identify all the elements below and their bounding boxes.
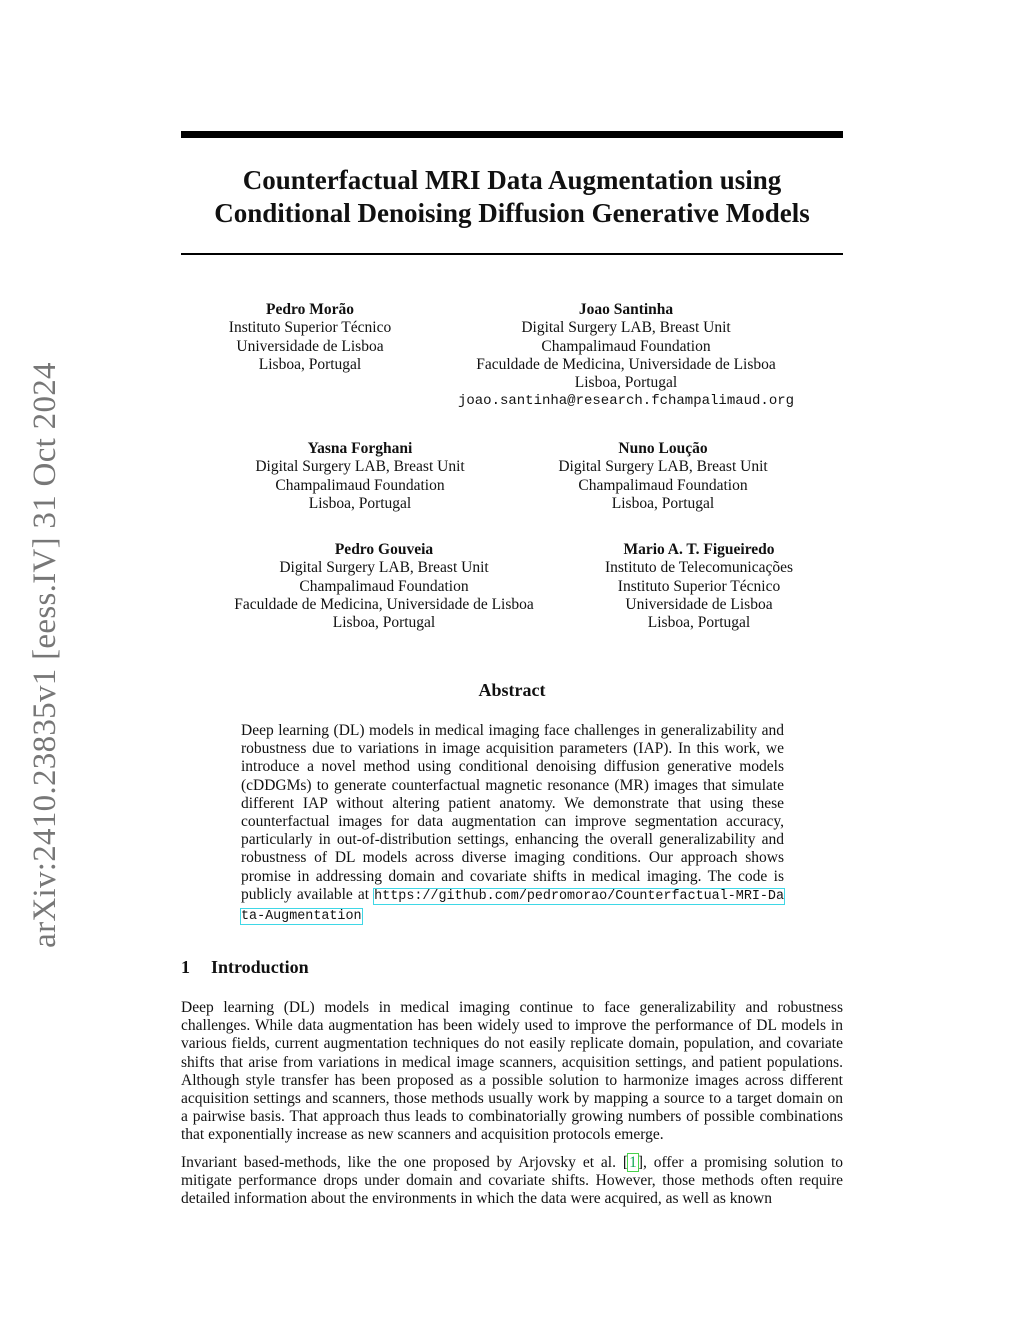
author-block-figueiredo — [579, 541, 819, 632]
abstract-paragraph: Deep learning (DL) models in medical imaging face challenges in generalizability and robustness due to variations in image acquisition parameters (IAP). In this work, we introduce a novel method using conditional denoising diffusion generative models (cDDGMs) to generate counterfactual magnetic resonance (MR) images that simulate different IAP without altering patient anatomy. We demonstrate that using these counterfactual images for data augmentation can improve segmentation accuracy, particularly in out-of-distribution settings, enhancing the overall generalizability and robustness of DL models across diverse imaging conditions. Our approach shows promise in addressing domain and covariate shifts in medical imaging. The code is publicly available at — [241, 722, 784, 903]
affiliation-line: Universidade de Lisboa — [625, 595, 773, 613]
intro-paragraph-1: Deep learning (DL) models in medical imaging continue to face generalizability and robustness challenges. While data augmentation has been widely used to improve the performance of DL models in various fields, current augmentation techniques do not easily replicate domain, population, and covariate shifts that arise from variations in medical image scanners, acquisition settings, and patient populations. Although style transfer has been proposed as a possible solution to harmonize images across different acquisition settings and scanners, those methods usually work by mapping a source to a target domain on a pairwise basis. That approach thus leads to combinatorially growing numbers of possible combinations that exponentially increase as new scanners and acquisition protocols emerge. — [181, 999, 843, 1144]
affiliation-line: Champalimaud Foundation — [541, 337, 711, 355]
affiliation-line: Champalimaud Foundation — [275, 476, 445, 494]
affiliation-line: Lisboa, Portugal — [258, 355, 362, 373]
section-title: Introduction — [211, 957, 309, 977]
affiliation-line: Instituto de Telecomunicações — [604, 559, 793, 577]
title-top-rule — [181, 131, 843, 138]
title-line-2: Conditional Denoising Diffusion Generative Models — [214, 198, 810, 228]
affiliation-line: Lisboa, Portugal — [647, 614, 751, 632]
title-line-1: Counterfactual MRI Data Augmentation using — [242, 165, 782, 195]
citation-link[interactable]: 1 — [629, 1154, 637, 1171]
author-block-morao — [200, 301, 420, 374]
author-name: Joao Santinha — [578, 301, 674, 318]
code-repository-link[interactable]: https://github.com/pedromorao/Counterfactual-MRI-Data-Augmentation — [241, 888, 784, 925]
affiliation-line: Lisboa, Portugal — [332, 614, 436, 632]
affiliation-line: Lisboa, Portugal — [611, 494, 715, 512]
author-name: Pedro Morão — [266, 301, 354, 318]
author-email[interactable]: joao.santinha@research.fchampalimaud.org — [457, 393, 795, 410]
affiliation-line: Instituto Superior Técnico — [617, 577, 781, 595]
affiliation-line: Universidade de Lisboa — [236, 337, 384, 355]
author-name: Pedro Gouveia — [334, 541, 434, 558]
abstract-text — [241, 722, 784, 926]
affiliation-line: Digital Surgery LAB, Breast Unit — [279, 559, 489, 577]
affiliation-line: Digital Surgery LAB, Breast Unit — [558, 458, 768, 476]
paragraph-text: ], offer a promising solution to mitigate performance drops under domain and covariate shifts. However, those methods often require detailed information about the environments in which the data were acquired, as well as known — [181, 1154, 843, 1208]
affiliation-line: Champalimaud Foundation — [578, 476, 748, 494]
affiliation-line: Lisboa, Portugal — [308, 494, 412, 512]
paragraph-text: Invariant based-methods, like the one proposed by Arjovsky et al. [ — [181, 1154, 629, 1171]
author-block-forghani — [230, 440, 490, 513]
abstract-heading: Abstract — [478, 680, 546, 700]
author-block-loucao — [533, 440, 793, 513]
affiliation-line: Faculdade de Medicina, Universidade de Lisboa — [234, 595, 534, 613]
arxiv-sidebar-stamp: arXiv:2410.23835v1 [eess.IV] 31 Oct 2024 — [27, 362, 63, 948]
author-name: Nuno Loução — [618, 440, 708, 457]
author-block-santinha — [436, 301, 816, 411]
affiliation-line: Faculdade de Medicina, Universidade de Lisboa — [476, 355, 776, 373]
title-bottom-rule — [181, 253, 843, 255]
affiliation-line: Champalimaud Foundation — [299, 577, 469, 595]
author-block-gouveia — [204, 541, 564, 632]
affiliation-line: Digital Surgery LAB, Breast Unit — [521, 319, 731, 337]
affiliation-line: Lisboa, Portugal — [574, 374, 678, 392]
author-name: Yasna Forghani — [307, 440, 413, 457]
author-name: Mario A. T. Figueiredo — [623, 541, 775, 558]
section-heading-introduction — [181, 957, 309, 978]
paper-title — [160, 164, 864, 230]
affiliation-line: Instituto Superior Técnico — [228, 319, 392, 337]
affiliation-line: Digital Surgery LAB, Breast Unit — [255, 458, 465, 476]
intro-paragraph-2 — [181, 1154, 843, 1209]
section-number: 1 — [181, 957, 190, 977]
